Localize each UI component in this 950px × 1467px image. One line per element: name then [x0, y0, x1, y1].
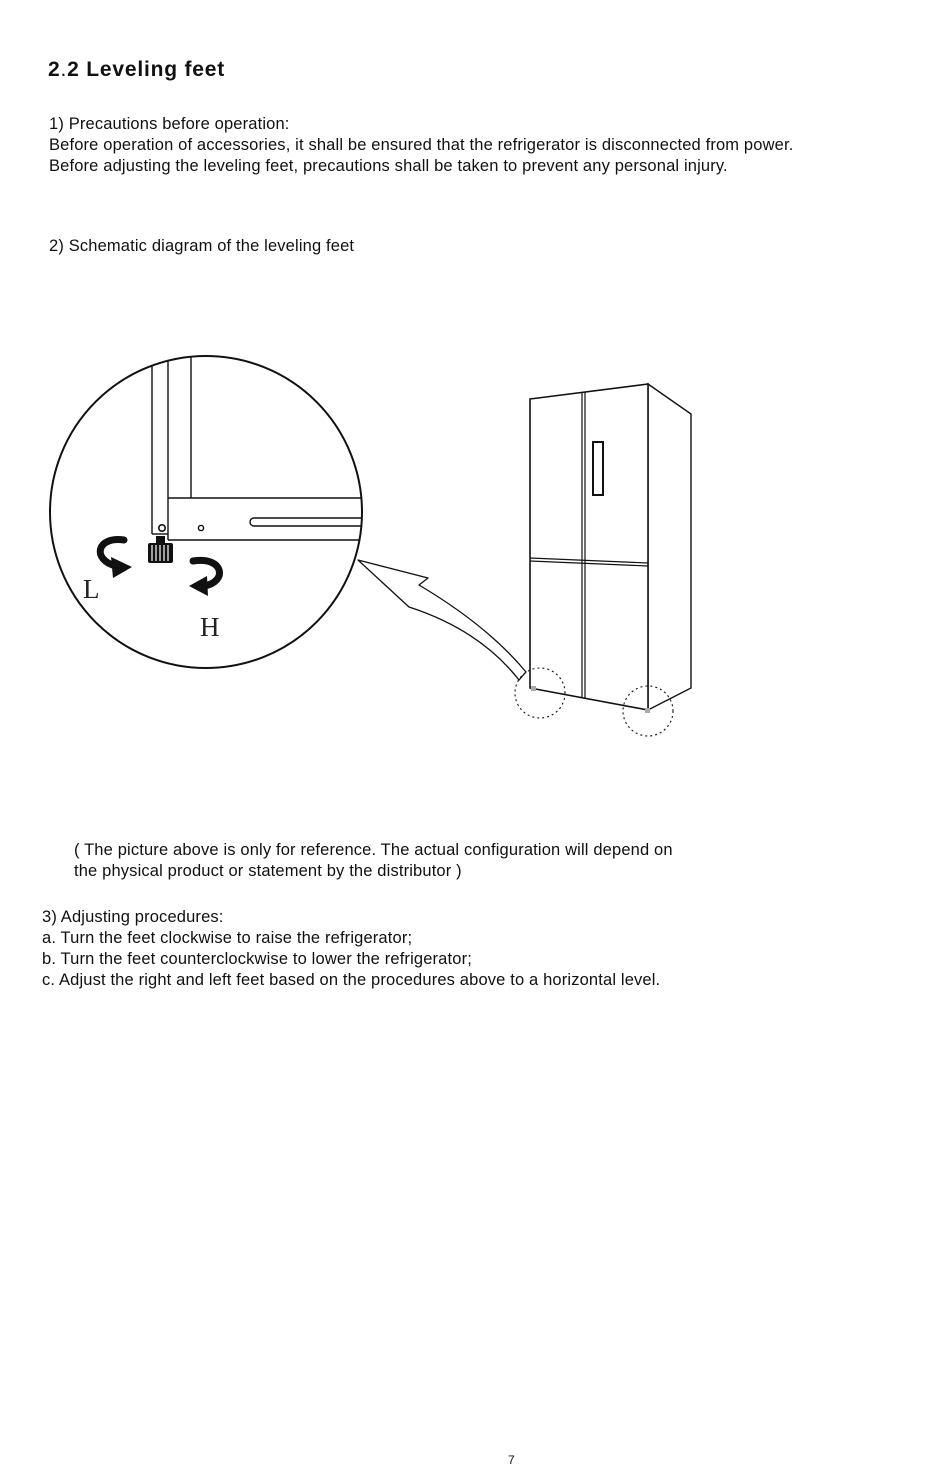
- page-number: 7: [508, 1453, 515, 1467]
- pointer-arrow-icon: [358, 560, 526, 680]
- section-title-text: Leveling feet: [86, 58, 226, 81]
- label-high: H: [200, 612, 220, 642]
- procedure-step-b: b. Turn the feet counterclockwise to lower the refrigerator;: [42, 950, 472, 968]
- section-separator: .: [60, 58, 68, 81]
- reference-note-line-1: ( The picture above is only for reference. The actual configuration will depend on: [74, 841, 673, 859]
- procedures-heading: 3) Adjusting procedures:: [42, 908, 224, 926]
- procedures-section: [42, 907, 660, 991]
- refrigerator-illustration: [515, 384, 691, 736]
- reference-note-line-2: the physical product or statement by the distributor ): [74, 862, 462, 880]
- rotate-right-arrow-icon: [189, 560, 220, 596]
- precautions-line-2: Before adjusting the leveling feet, precautions shall be taken to prevent any personal injury.: [49, 157, 728, 175]
- precautions-heading: 1) Precautions before operation:: [49, 115, 290, 133]
- schematic-heading: 2) Schematic diagram of the leveling feet: [49, 237, 355, 255]
- reference-note: [74, 840, 673, 882]
- precautions-line-1: Before operation of accessories, it shall be ensured that the refrigerator is disconnected from power.: [49, 136, 794, 154]
- section-number: 2: [48, 58, 61, 81]
- magnified-foot-detail: [50, 340, 368, 668]
- procedure-step-a: a. Turn the feet clockwise to raise the refrigerator;: [42, 929, 413, 947]
- label-low: L: [83, 574, 100, 604]
- section-subnumber: 2: [67, 58, 80, 81]
- procedure-step-c: c. Adjust the right and left feet based on the procedures above to a horizontal level.: [42, 971, 661, 989]
- rotate-left-arrow-icon: [100, 540, 132, 578]
